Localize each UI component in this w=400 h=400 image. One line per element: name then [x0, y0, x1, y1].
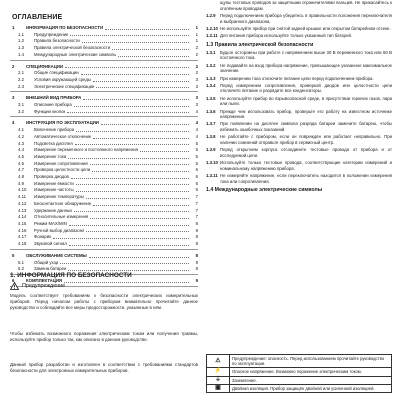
safety-paragraph-3: Данный прибор разработан и изготовлен в соответствии с требованиями стандартов безопасности для электронных измерительных приборов.: [10, 362, 198, 374]
safety-rule: [206, 26, 392, 32]
toc-page-number: 2: [195, 51, 198, 57]
symbols-heading: 1.4 Международные электрические символы: [206, 187, 323, 194]
toc-entry: [10, 109, 198, 116]
toc-entry: [10, 127, 198, 134]
toc-entry-title: Измерение частоты: [34, 187, 74, 193]
safety-rule: [206, 76, 392, 82]
safety-rule: [206, 0, 392, 11]
toc-entry: [10, 38, 198, 45]
toc-leader: [67, 112, 189, 113]
toc-entry: [10, 141, 198, 148]
toc-entry: [10, 154, 198, 161]
toc-entry-title: Режим MAX/MIN: [34, 220, 67, 226]
safety-rule: [206, 109, 392, 120]
toc-page-number: 3: [195, 95, 198, 101]
toc-number: 4.4: [18, 147, 24, 153]
electrical-safety-rules: [206, 50, 392, 185]
toc-leader: [71, 178, 189, 179]
safety-rule: [206, 173, 392, 184]
toc-number: 4.15: [18, 220, 27, 226]
toc-page-number: 2: [195, 45, 198, 51]
toc-page-number: 3: [195, 83, 198, 89]
rule-text: Будьте осторожны при работе с напряжением выше 30 В переменного тока или 60 В постоянного тока.: [220, 49, 392, 61]
toc-entry-title: Условия окружающей среды: [34, 76, 91, 82]
toc-entry: [10, 181, 198, 188]
safety-heading: 1. ИНФОРМАЦИЯ ПО БЕЗОПАСНОСТИ: [10, 272, 132, 279]
toc-number: 5: [12, 252, 15, 258]
toc-entry-title: ИНФОРМАЦИЯ ПО БЕЗОПАСНОСТИ: [26, 25, 104, 30]
safety-rule: [206, 50, 392, 61]
toc-page-number: 5: [195, 147, 198, 153]
safety-rule: [206, 147, 392, 158]
toc-page-number: 7: [195, 207, 198, 213]
toc-leader: [53, 238, 189, 239]
toc-entry: [10, 120, 198, 127]
toc-leader: [75, 144, 189, 145]
toc-page-number: 8: [195, 220, 198, 226]
toc-divider: [10, 60, 198, 61]
toc-entry: [10, 32, 198, 39]
toc-number: 4.3: [18, 140, 24, 146]
safety-rule: [206, 83, 392, 94]
toc-leader: [81, 74, 189, 75]
safety-rule: [206, 63, 392, 74]
toc-leader: [76, 184, 189, 185]
toc-leader: [90, 218, 189, 219]
toc-page-number: 4: [195, 127, 198, 133]
toc-entry-title: КОМПЛЕКТАЦИЯ: [26, 277, 63, 283]
toc-number: 4.16: [18, 227, 27, 233]
toc-number: 4.1: [18, 127, 24, 133]
safety-rule: [206, 121, 392, 132]
toc-page-number: 5: [195, 140, 198, 146]
toc-entry-title: Удержание данных: [34, 207, 73, 213]
toc-entry-title: Проверка диодов: [34, 174, 69, 180]
toc-number: 4.11: [18, 194, 27, 200]
symbol-description: Опасное напряжение. Возможно поражение электрическим током.: [230, 368, 392, 376]
toc-page-number: 1: [195, 25, 198, 30]
toc-entry-title: Общий уход: [34, 259, 59, 265]
toc-entry: [10, 45, 198, 52]
toc-page-number: 2: [195, 63, 198, 69]
toc-page-number: 8: [195, 259, 198, 265]
toc-leader: [60, 263, 189, 264]
toc-leader: [86, 231, 189, 232]
toc-entry: [10, 147, 198, 154]
rule-number: 1.3.10: [206, 160, 218, 166]
toc-leader: [74, 211, 189, 212]
toc-number: 6: [12, 277, 15, 283]
safety-rule: [206, 96, 392, 107]
toc-page-number: 6: [195, 180, 198, 186]
safety-paragraph-2: Чтобы избежать возможного поражения электрическим током или получения травмы, используйте прибор только так, как описано в данном руководстве.: [10, 331, 198, 343]
toc-entry-title: Подсветка дисплея: [34, 140, 73, 146]
toc-page-number: 3: [195, 76, 198, 82]
toc-entry-title: Измерение сопротивления: [34, 160, 88, 166]
toc-number: 5.1: [18, 259, 24, 265]
symbol-row: [207, 376, 392, 384]
toc-number: 4.14: [18, 214, 27, 220]
rule-number: 1.3.5: [206, 95, 216, 101]
toc-leader: [93, 205, 189, 206]
toc-number: 4.2: [18, 133, 24, 139]
toc-number: 4: [12, 120, 15, 126]
toc-page-number: 8: [195, 252, 198, 258]
symbol-icon: ⏚: [207, 376, 230, 384]
toc-entry-title: Бесконтактное обнаружение: [34, 200, 92, 206]
toc-page-number: 8: [195, 266, 198, 272]
toc-entry-title: Предупреждение: [34, 31, 69, 37]
toc-entry: [10, 102, 198, 109]
safety-rules-column: [206, 0, 392, 195]
toc-leader: [69, 245, 189, 246]
rule-number: 1.3.11: [206, 173, 218, 179]
toc-entry-title: Описание прибора: [34, 102, 72, 108]
toc-page-number: 6: [195, 174, 198, 180]
toc-page-number: 4: [195, 120, 198, 126]
toc-divider: [10, 91, 198, 92]
toc-number: 3.1: [18, 102, 24, 108]
toc-entry: [10, 52, 198, 59]
toc-entry-title: Электрические спецификации: [34, 83, 95, 89]
toc-page-number: 1: [195, 38, 198, 44]
warning-triangle-icon: [10, 282, 19, 290]
toc-leader: [140, 151, 189, 152]
symbol-icon: ⚡: [207, 368, 230, 376]
toc-page-number: 1: [195, 31, 198, 37]
rule-text: Для питания прибора используйте только указанный тип батарей.: [220, 33, 353, 39]
rule-number: 1.3.6: [206, 108, 216, 114]
rule-text: Не измеряйте напряжение, если переключатель находится в положении измерения тока или сопротивления.: [220, 173, 392, 184]
toc-entry: [10, 25, 198, 32]
toc-number: 1.2: [18, 38, 24, 44]
toc-entry: [10, 95, 198, 102]
toc-number: 4.7: [18, 167, 24, 173]
symbol-description: Двойная изоляция. Прибор защищён двойной или усиленной изоляцией.: [230, 384, 392, 392]
toc-entry: [10, 253, 198, 260]
toc-page-number: 4: [195, 108, 198, 114]
symbol-row: [207, 384, 392, 392]
rule-number: 1.3.4: [206, 82, 216, 88]
toc-section: [10, 120, 198, 249]
toc-leader: [68, 270, 189, 271]
toc-entry: [10, 167, 198, 174]
toc-divider: [10, 116, 198, 117]
toc-number: 2.2: [18, 76, 24, 82]
safety-rule: [206, 13, 392, 24]
toc-page-number: 3: [195, 102, 198, 108]
toc-leader: [76, 131, 189, 132]
toc-page-number: 6: [195, 167, 198, 173]
toc-entry-title: Измерение температуры: [34, 194, 84, 200]
rule-number: 1.3.2: [206, 62, 216, 68]
toc-entry: [10, 208, 198, 215]
toc-leader: [70, 35, 189, 36]
toc-page-number: 8: [195, 241, 198, 247]
toc-leader: [93, 138, 189, 139]
toc-leader: [92, 171, 189, 172]
toc-page-number: 7: [195, 200, 198, 206]
toc-leader: [69, 225, 189, 226]
toc-entry-title: Измерение тока: [34, 153, 67, 159]
rule-number: 1.2.9: [206, 12, 216, 18]
toc-leader: [74, 106, 189, 107]
toc-leader: [65, 67, 189, 68]
toc-number: 2.3: [18, 83, 24, 89]
toc-leader: [90, 164, 189, 165]
rule-number: 1.3.9: [206, 147, 216, 153]
toc-number: 4.5: [18, 153, 24, 159]
toc-page-number: 8: [195, 234, 198, 240]
toc-number: 4.17: [18, 234, 27, 240]
toc-entry-title: ВНЕШНИЙ ВИД ПРИБОРА: [26, 95, 82, 101]
toc-number: 4.12: [18, 200, 27, 206]
toc-number: 5.2: [18, 266, 24, 272]
toc-entry-title: ИНСТРУКЦИЯ ПО ЭКСПЛУАТАЦИИ: [26, 120, 99, 126]
toc-entry: [10, 161, 198, 168]
toc-number: 1.1: [18, 31, 24, 37]
toc-entry-title: Звуковой сигнал: [34, 241, 67, 247]
toc-page-number: 2: [195, 70, 198, 76]
symbol-description: Предупреждение: опасность. Перед использованием прочитайте руководство по эксплуатации.: [230, 355, 392, 368]
toc-entry-title: Ручной выбор диапазона: [34, 227, 85, 233]
toc-entry: [10, 241, 198, 248]
toc-entry-title: ОБСЛУЖИВАНИЕ СИСТЕМЫ: [26, 252, 87, 258]
toc-entry-title: Общие спецификации: [34, 70, 79, 76]
toc-page-number: 7: [195, 194, 198, 200]
toc-entry-title: Измерение переменного и постоянного напряжения: [34, 147, 138, 153]
toc-number: 4.9: [18, 180, 24, 186]
rule-text: Перед открытием корпуса отсоедините тестовые провода от прибора и от исследуемой цепи.: [220, 147, 392, 158]
rule-text: Не работайте с прибором, если он повреждён или работает неправильно. При наличии сомнений отправьте прибор в сервисный центр.: [220, 134, 392, 146]
toc-number: 1: [12, 25, 15, 30]
toc-section: [10, 64, 198, 93]
toc-number: 1.3: [18, 45, 24, 51]
toc-entry-title: Функции кнопок: [34, 108, 66, 114]
toc-entry: [10, 134, 198, 141]
toc-entry-title: Правила безопасности: [34, 38, 80, 44]
toc-leader: [76, 191, 189, 192]
toc-leader: [82, 42, 189, 43]
warning-line: [10, 282, 198, 290]
rule-number: 1.3.7: [206, 121, 216, 127]
toc-number: 1.4: [18, 51, 24, 57]
toc-body: [10, 25, 198, 287]
rule-number: 1.3.1: [206, 49, 216, 55]
toc-divider: [10, 249, 198, 250]
toc-entry: [10, 77, 198, 84]
toc-number: 4.13: [18, 207, 27, 213]
toc-entry: [10, 228, 198, 235]
toc-page-number: 5: [195, 153, 198, 159]
toc-entry-title: СПЕЦИФИКАЦИИ: [26, 63, 64, 69]
table-of-contents: [10, 14, 198, 290]
toc-entry-title: Автоматическое отключение: [34, 133, 92, 139]
toc-leader: [68, 158, 189, 159]
toc-leader: [118, 56, 189, 57]
toc-number: 2: [12, 63, 15, 69]
toc-leader: [105, 29, 189, 30]
rule-text: При измерении тока отключите питание цепи перед подключением прибора.: [220, 75, 374, 81]
toc-entry: [10, 174, 198, 181]
rule-number: [206, 0, 220, 11]
toc-number: 4.18: [18, 241, 27, 247]
toc-page-number: 8: [195, 227, 198, 233]
toc-entry-title: Включение прибора: [34, 127, 75, 133]
toc-page-number: 5: [195, 160, 198, 166]
toc-leader: [83, 99, 189, 100]
electrical-safety-heading: 1.3 Правила электрической безопасности: [206, 41, 314, 48]
toc-number: 4.8: [18, 174, 24, 180]
toc-entry-title: Относительные измерения: [34, 214, 89, 220]
toc-page-number: 7: [195, 214, 198, 220]
toc-page-number: 4: [195, 133, 198, 139]
toc-entry: [10, 260, 198, 267]
toc-entry-title: Правила электрической безопасности: [34, 45, 111, 51]
toc-page-number: 6: [195, 187, 198, 193]
toc-leader: [112, 49, 189, 50]
symbols-table: [206, 354, 392, 393]
toc-entry-title: Международные электрические символы: [34, 51, 117, 57]
safety-rule: [206, 33, 392, 39]
toc-entry: [10, 194, 198, 201]
toc-entry: [10, 64, 198, 71]
rule-number: 1.3.8: [206, 134, 216, 140]
rule-text: Прежде чем использовать прибор, проверьте его работу на известном источнике напряжения.: [220, 108, 392, 120]
symbol-description: Заземление.: [230, 376, 392, 384]
rule-number: 1.2.11: [206, 33, 218, 39]
safety-rule: [206, 134, 392, 145]
toc-entry: [10, 234, 198, 241]
toc-number: 4.6: [18, 160, 24, 166]
symbol-row: [207, 368, 392, 376]
toc-entry-title: Проверка целостности цепи: [34, 167, 91, 173]
toc-leader: [93, 81, 189, 82]
rule-text: Перед измерением сопротивления, проверкой диодов или целостности цепи отключите питание и разрядите все конденсаторы.: [220, 82, 392, 94]
toc-entry: [10, 84, 198, 91]
rule-text: Используйте только тестовые провода, соответствующие категории измерений и номинальному напряжению прибора.: [220, 160, 392, 171]
symbol-row: [207, 355, 392, 368]
toc-title: ОГЛАВЛЕНИЕ: [12, 14, 63, 21]
toc-entry-title: Измерение ёмкости: [34, 180, 74, 186]
rule-text: Не подавайте на вход прибора напряжение, превышающее указанное максимальное значение.: [220, 62, 392, 74]
rule-number: 1.2.10: [206, 25, 218, 31]
toc-entry: [10, 214, 198, 221]
toc-number: 3: [12, 95, 15, 101]
toc-number: 3.2: [18, 108, 24, 114]
toc-number: 2.1: [18, 70, 24, 76]
rule-text: Перед подключением прибора убедитесь в правильности положения переключателя и выбранного диапазона.: [220, 12, 392, 24]
toc-entry-title: Фонарик: [34, 234, 52, 240]
symbol-icon: ▣: [207, 384, 230, 392]
toc-leader: [96, 87, 189, 88]
toc-entry: [10, 221, 198, 228]
toc-entry: [10, 201, 198, 208]
rules-top: [206, 0, 392, 39]
symbol-icon: ⚠: [207, 355, 230, 368]
rule-text: Не используйте прибор во взрывоопасной среде, в присутствии горючих газов, пара или пыли.: [220, 95, 392, 107]
toc-leader: [89, 257, 189, 258]
rule-text: щупы тестовых проводов за защитными ограничителями пальцев. Не прикасайтесь к оголённым проводам.: [220, 0, 392, 11]
toc-section: [10, 25, 198, 61]
rule-text: При появлении на дисплее символа разряда батареи замените батарею, чтобы избежать ошибочных показаний.: [220, 121, 392, 133]
toc-entry: [10, 187, 198, 194]
toc-entry-title: Замена батареи: [34, 266, 67, 272]
toc-section: [10, 95, 198, 117]
safety-paragraph-1: Модель соответствует требованиям к безопасности электрических измерительных приборов. Перед началом работы с прибором внимательно прочитайте данное руководство и соблюдайте все меры предосторожности, указанные в нём.: [10, 293, 198, 311]
toc-number: 4.10: [18, 187, 27, 193]
rule-text: Не используйте прибор при снятой задней крышке или открытом батарейном отсеке.: [220, 25, 391, 31]
toc-entry: [10, 70, 198, 77]
rule-number: 1.3.3: [206, 75, 216, 81]
toc-leader: [86, 198, 189, 199]
safety-rule: [206, 160, 392, 171]
warning-title: Предупреждение: [22, 283, 66, 289]
toc-leader: [101, 124, 189, 125]
toc-page-number: 9: [195, 277, 198, 283]
